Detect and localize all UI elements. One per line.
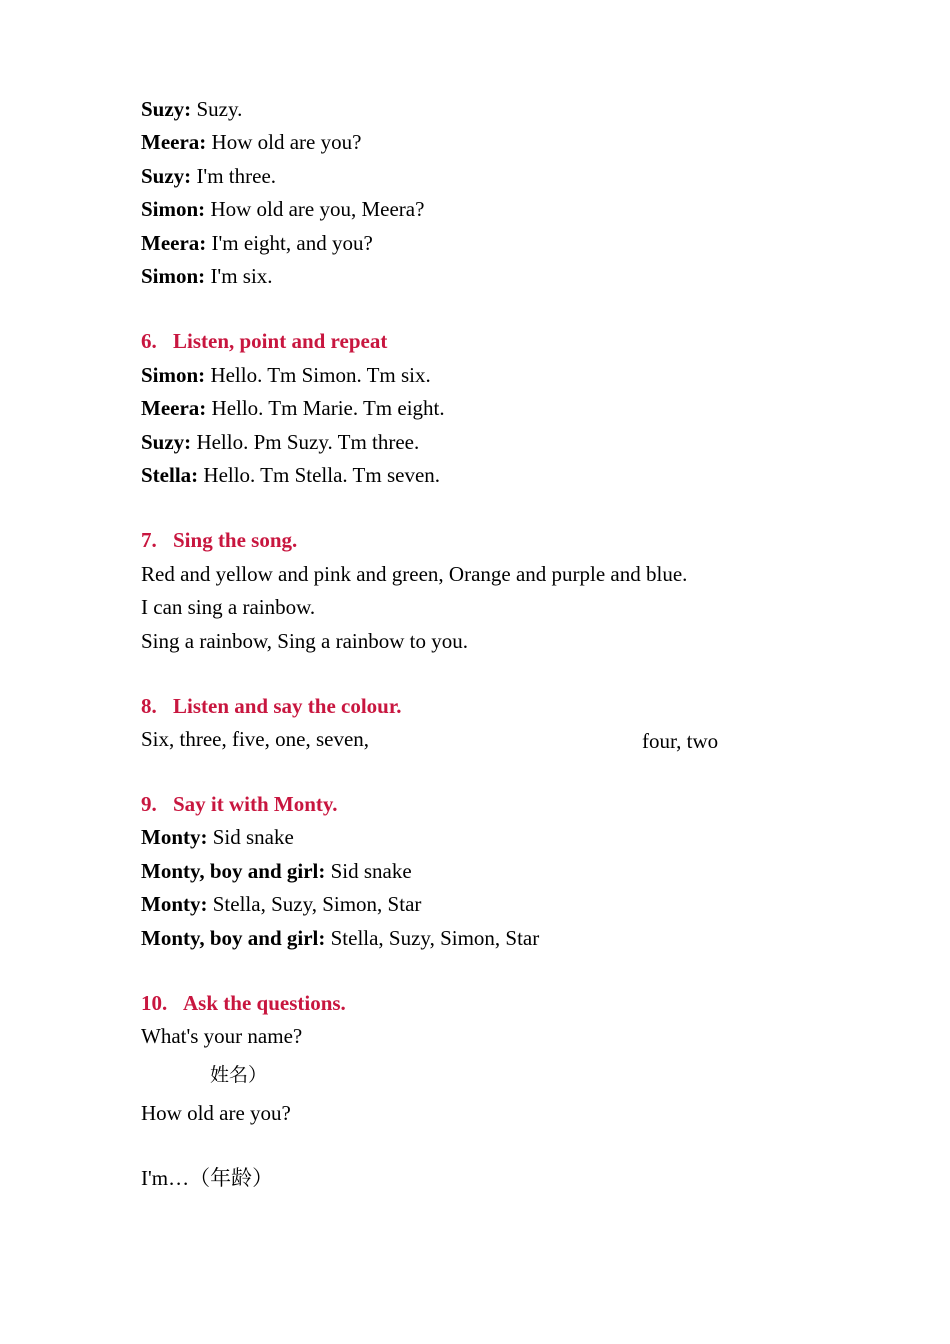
song-line: Sing a rainbow, Sing a rainbow to you. <box>141 629 469 653</box>
section-9-heading <box>141 792 338 816</box>
dialogue-text: Suzy. <box>191 97 243 121</box>
speaker-label: Meera: <box>141 130 207 154</box>
dialogue-line <box>141 892 421 916</box>
dialogue-text: Hello. Tm Simon. Tm six. <box>205 363 431 387</box>
dialogue-text: Hello. Tm Marie. Tm eight. <box>206 396 445 420</box>
section-title: Ask the questions. <box>183 991 346 1015</box>
speaker-label: Simon: <box>141 363 206 387</box>
section-8-heading <box>141 694 402 718</box>
numbers-text-right: four, two <box>642 729 719 753</box>
section-title: Sing the song. <box>173 528 298 552</box>
speaker-label: Suzy: <box>141 97 192 121</box>
speaker-label: Simon: <box>141 197 206 221</box>
speaker-label: Meera: <box>141 231 207 255</box>
speaker-label: Stella: <box>141 463 199 487</box>
dialogue-text: Sid snake <box>325 859 412 883</box>
dialogue-line <box>141 463 440 487</box>
dialogue-text: I'm three. <box>191 164 277 188</box>
song-line: Red and yellow and pink and green, Orange and purple and blue. <box>141 562 688 586</box>
speaker-label: Suzy: <box>141 430 192 454</box>
section-number: 9. <box>141 792 157 816</box>
section-title: Say it with Monty. <box>173 792 338 816</box>
speaker-label: Suzy: <box>141 164 192 188</box>
dialogue-line <box>141 363 431 387</box>
speaker-label: Simon: <box>141 264 206 288</box>
dialogue-text: How old are you, Meera? <box>205 197 425 221</box>
dialogue-line <box>141 164 276 188</box>
dialogue-line <box>141 926 539 950</box>
section-title: Listen, point and repeat <box>173 329 388 353</box>
section-10-heading <box>141 991 346 1015</box>
numbers-text: Six, three, five, one, seven, <box>141 727 370 751</box>
section-number: 10. <box>141 991 168 1015</box>
answer-prompt: I'm…（年龄） <box>141 1166 274 1190</box>
section-6-heading <box>141 329 387 353</box>
answer-hint: 姓名） <box>210 1064 268 1086</box>
section-7-heading <box>141 528 297 552</box>
question-text: How old are you? <box>141 1101 291 1125</box>
song-line: I can sing a rainbow. <box>141 595 316 619</box>
dialogue-line <box>141 825 294 849</box>
dialogue-text: I'm six. <box>205 264 273 288</box>
speaker-label: Monty, boy and girl: <box>141 926 326 950</box>
dialogue-line <box>141 396 445 420</box>
section-number: 6. <box>141 329 157 353</box>
section-title: Listen and say the colour. <box>173 694 402 718</box>
speaker-label: Monty, boy and girl: <box>141 859 326 883</box>
section-number: 8. <box>141 694 157 718</box>
speaker-label: Monty: <box>141 825 208 849</box>
dialogue-text: Stella, Suzy, Simon, Star <box>207 892 422 916</box>
dialogue-text: How old are you? <box>206 130 362 154</box>
dialogue-line <box>141 130 361 154</box>
section-number: 7. <box>141 528 157 552</box>
dialogue-text: Stella, Suzy, Simon, Star <box>325 926 540 950</box>
dialogue-text: Hello. Pm Suzy. Tm three. <box>191 430 420 454</box>
dialogue-text: Hello. Tm Stella. Tm seven. <box>198 463 441 487</box>
dialogue-line <box>141 97 242 121</box>
dialogue-line <box>141 264 273 288</box>
dialogue-text: Sid snake <box>207 825 294 849</box>
dialogue-line <box>141 197 424 221</box>
speaker-label: Monty: <box>141 892 208 916</box>
dialogue-line <box>141 231 373 255</box>
dialogue-line <box>141 430 419 454</box>
dialogue-line <box>141 859 412 883</box>
speaker-label: Meera: <box>141 396 207 420</box>
dialogue-text: I'm eight, and you? <box>206 231 373 255</box>
question-text: What's your name? <box>141 1024 303 1048</box>
